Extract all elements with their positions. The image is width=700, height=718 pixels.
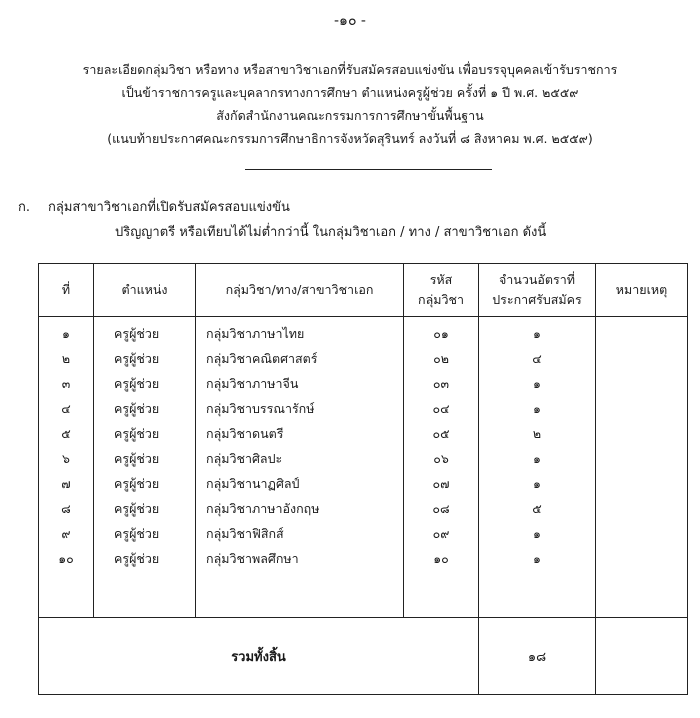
table-row [39,546,688,571]
cell-code: ๐๔ [404,396,479,421]
header-code [404,264,479,317]
cell-position: ครูผู้ช่วย [94,371,196,396]
cell-count: ๑ [479,371,596,396]
cell-code: ๐๘ [404,496,479,521]
total-note [596,618,688,695]
table-row [39,317,688,347]
cell-code: ๐๑ [404,317,479,347]
header-code-line1: รหัส [429,272,453,287]
vacancy-table [38,263,688,695]
cell-num: ๕ [39,421,94,446]
header-position: ตำแหน่ง [94,264,196,317]
cell-position: ครูผู้ช่วย [94,471,196,496]
document-title [0,58,700,150]
cell-note [596,371,688,396]
cell-num: ๖ [39,446,94,471]
header-count [479,264,596,317]
cell-num: ๗ [39,471,94,496]
cell-code: ๐๓ [404,371,479,396]
title-divider [245,169,492,170]
cell-count: ๕ [479,496,596,521]
cell-num: ๑ [39,317,94,347]
table-row [39,346,688,371]
total-label: รวมทั้งสิ้น [39,618,479,695]
cell-code: ๐๒ [404,346,479,371]
header-count-line1: จำนวนอัตราที่ [498,272,576,287]
cell-code: ๐๖ [404,446,479,471]
cell-count: ๑ [479,471,596,496]
cell-note [596,471,688,496]
cell-note [596,317,688,347]
cell-group: กลุ่มวิชาดนตรี [196,421,404,446]
cell-note [596,346,688,371]
cell-group: กลุ่มวิชาภาษาอังกฤษ [196,496,404,521]
cell-group: กลุ่มวิชาพลศึกษา [196,546,404,571]
table-row [39,471,688,496]
section-subheading: ปริญญาตรี หรือเทียบได้ไม่ต่ำกว่านี้ ในกลุ่มวิชาเอก / ทาง / สาขาวิชาเอก ดังนี้ [115,225,547,240]
cell-code: ๐๗ [404,471,479,496]
cell-group: กลุ่มวิชาบรรณารักษ์ [196,396,404,421]
title-line: สังกัดสำนักงานคณะกรรมการการศึกษาขั้นพื้นฐาน [216,108,484,123]
cell-num: ๙ [39,521,94,546]
cell-group: กลุ่มวิชาคณิตศาสตร์ [196,346,404,371]
cell-position: ครูผู้ช่วย [94,496,196,521]
cell-count: ๑ [479,396,596,421]
title-line: (แนบท้ายประกาศคณะกรรมการศึกษาธิการจังหวัดสุรินทร์ ลงวันที่ ๘ สิงหาคม พ.ศ. ๒๕๕๙) [107,131,593,146]
cell-num: ๔ [39,396,94,421]
cell-group: กลุ่มวิชาภาษาจีน [196,371,404,396]
table-row [39,496,688,521]
cell-num: ๓ [39,371,94,396]
cell-note [596,546,688,571]
cell-note [596,496,688,521]
table-header-row [39,264,688,317]
section-heading [18,196,290,217]
cell-note [596,446,688,471]
cell-count: ๑ [479,521,596,546]
cell-position: ครูผู้ช่วย [94,396,196,421]
cell-position: ครูผู้ช่วย [94,346,196,371]
cell-position: ครูผู้ช่วย [94,521,196,546]
cell-group: กลุ่มวิชาศิลปะ [196,446,404,471]
table-row [39,371,688,396]
header-group: กลุ่มวิชา/ทาง/สาขาวิชาเอก [196,264,404,317]
cell-count: ๑ [479,446,596,471]
table-total-row [39,618,688,695]
title-line: รายละเอียดกลุ่มวิชา หรือทาง หรือสาขาวิชาเอกที่รับสมัครสอบแข่งขัน เพื่อบรรจุบุคคลเข้ารับราชการ [82,62,618,77]
cell-num: ๑๐ [39,546,94,571]
header-num: ที่ [39,264,94,317]
table-spacer-row [39,571,688,618]
cell-note [596,396,688,421]
total-value: ๑๘ [479,618,596,695]
table-row [39,446,688,471]
cell-code: ๐๕ [404,421,479,446]
cell-count: ๔ [479,346,596,371]
cell-note [596,521,688,546]
page-number: -๑๐ - [334,13,366,29]
title-line: เป็นข้าราชการครูและบุคลากรทางการศึกษา ตำแหน่งครูผู้ช่วย ครั้งที่ ๑ ปี พ.ศ. ๒๕๕๙ [121,85,579,100]
header-count-line2: ประกาศรับสมัคร [492,292,582,307]
cell-group: กลุ่มวิชาภาษาไทย [196,317,404,347]
cell-code: ๑๐ [404,546,479,571]
cell-position: ครูผู้ช่วย [94,317,196,347]
cell-note [596,421,688,446]
cell-num: ๒ [39,346,94,371]
cell-num: ๘ [39,496,94,521]
section-heading-text: กลุ่มสาขาวิชาเอกที่เปิดรับสมัครสอบแข่งขัน [48,200,290,215]
table-row [39,521,688,546]
cell-position: ครูผู้ช่วย [94,546,196,571]
cell-count: ๑ [479,546,596,571]
cell-position: ครูผู้ช่วย [94,421,196,446]
header-note: หมายเหตุ [596,264,688,317]
table-row [39,421,688,446]
cell-group: กลุ่มวิชานาฏศิลป์ [196,471,404,496]
cell-count: ๒ [479,421,596,446]
cell-code: ๐๙ [404,521,479,546]
cell-group: กลุ่มวิชาฟิสิกส์ [196,521,404,546]
table-row [39,396,688,421]
section-marker: ก. [18,200,31,215]
cell-position: ครูผู้ช่วย [94,446,196,471]
header-code-line2: กลุ่มวิชา [418,292,464,307]
cell-count: ๑ [479,317,596,347]
